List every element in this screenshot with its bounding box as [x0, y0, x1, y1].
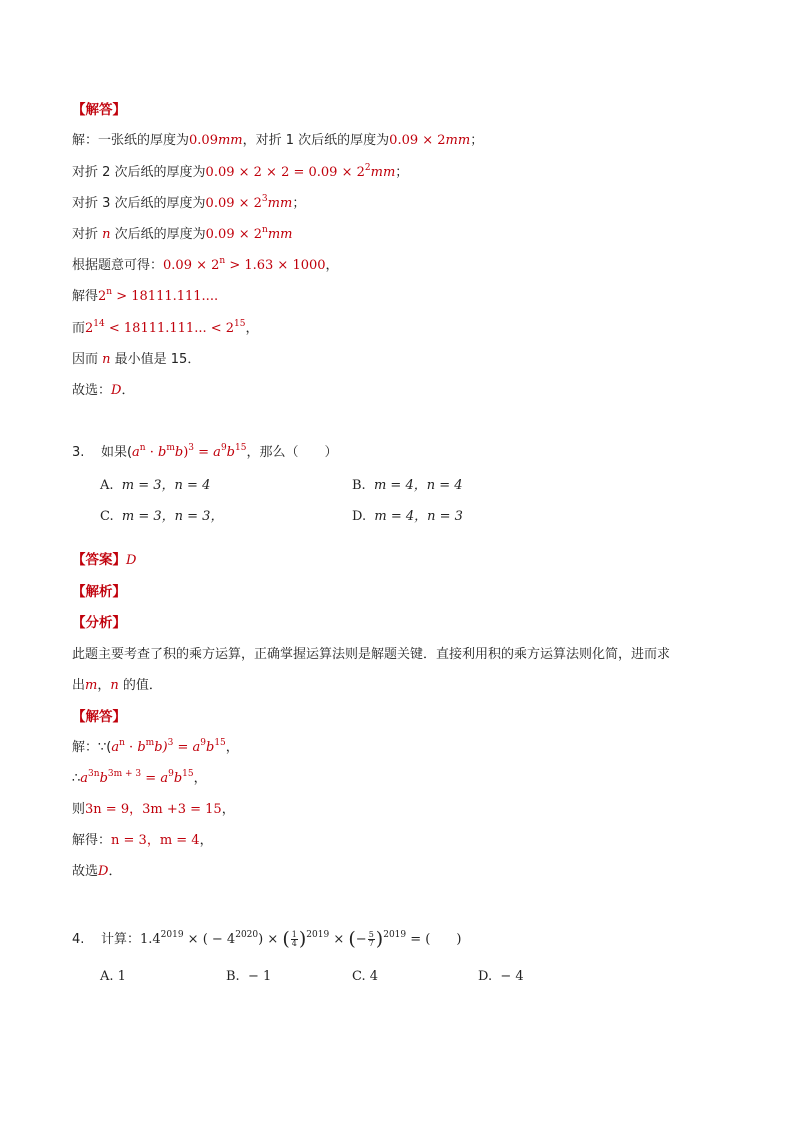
option-a[interactable]: A. 1: [100, 969, 126, 984]
option-c[interactable]: C. m = 3，n = 3，: [100, 509, 224, 524]
question-3: 3. 如果$(a^n \cdot b^mb)^3 = a^9b^{15}$，那么（ ）: [72, 443, 338, 460]
solution2-line-3: 则3n = 9，3m +3 = 15，: [72, 802, 235, 817]
option-b[interactable]: B. m = 4，n = 4: [352, 478, 463, 493]
fenxi-heading: 【分析】: [72, 615, 126, 631]
solution-heading: 【解答】: [72, 102, 126, 118]
option-d[interactable]: D. m = 4，n = 3: [352, 509, 463, 524]
solution-line-2: 对折 2 次后纸的厚度为$0.09 \times 2 \times 2 = 0.09 \times 2^2mm$；: [72, 163, 409, 180]
answer-line: 【答案】D: [72, 552, 137, 568]
solution2-line-2: $\therefore a^{3n}b^{3m + 3} = a^9b^{15}$，: [72, 769, 207, 786]
solution-line-4: 对折 n 次后纸的厚度为$0.09 \times 2^nmm$: [72, 225, 293, 242]
analysis-heading: 【解析】: [72, 584, 126, 600]
solution-line-3: 对折 3 次后纸的厚度为$0.09 \times 2^3mm$；: [72, 194, 306, 211]
question-number: 3.: [72, 445, 85, 460]
solution-line-6: 解得$2^n > 18111.111$....: [72, 287, 219, 304]
question-4: 4. 计算：$1.4^{2019}$ × ( − $4^{2020}$) × ( $\frac{1}{4}$ )$^{2019}$ × (− $\frac{5}{7}$ )$^{2019}$ = ( ): [72, 928, 462, 950]
solution-line-8: 因而 n 最小值是 15．: [72, 352, 201, 367]
option-b[interactable]: B. − 1: [226, 969, 272, 984]
solution-heading-2: 【解答】: [72, 709, 126, 725]
question-number: 4.: [72, 932, 85, 947]
solution-line-1: 解：一张纸的厚度为0.09mm，对折 1 次后纸的厚度为0.09 × 2mm；: [72, 133, 484, 148]
fraction-one-quarter: $\frac{1}{4}$: [291, 930, 297, 948]
solution2-line-4: 解得：n = 3，m = 4，: [72, 833, 213, 848]
solution2-line-1: 解：$\because(a^n \cdot b^mb)^3 = a^9b^{15}$，: [72, 738, 239, 755]
option-d[interactable]: D. − 4: [478, 969, 524, 984]
option-a[interactable]: A. m = 3，n = 4: [100, 478, 211, 493]
fraction-five-sevenths: $\frac{5}{7}$: [368, 930, 374, 948]
solution-line-5: 根据题意可得：$0.09 \times 2^n > 1.63 \times 1000$，: [72, 256, 339, 273]
solution-line-7: 而$2^{14} < 18111.111$... < $2^{15}$，: [72, 319, 259, 336]
fenxi-text-2: 出m，n 的值．: [72, 678, 162, 693]
option-c[interactable]: C. 4: [352, 969, 379, 984]
fenxi-text-1: 此题主要考查了积的乘方运算，正确掌握运算法则是解题关键．直接利用积的乘方运算法则化简，进而求: [72, 647, 671, 662]
solution-line-9: 故选：D．: [72, 383, 135, 398]
solution2-line-5: 故选D．: [72, 864, 122, 879]
